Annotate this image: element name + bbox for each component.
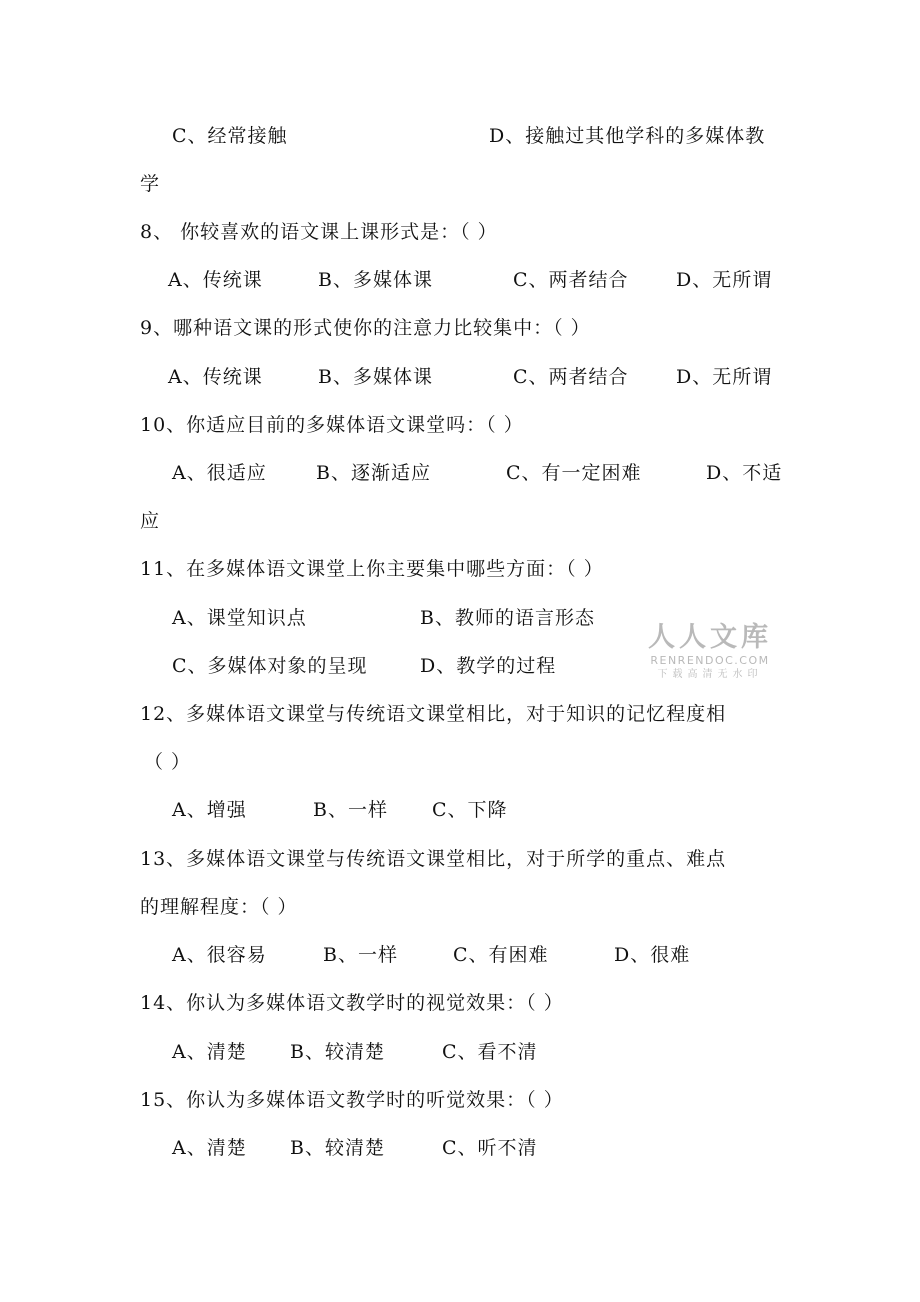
q9-option-c: C、两者结合 (513, 366, 629, 388)
watermark-domain: RENRENDOC.COM (650, 654, 770, 667)
watermark-title: 人人文库 (648, 622, 772, 653)
q13-option-d: D、很难 (614, 944, 691, 966)
q7-option-c: C、经常接触 (172, 125, 288, 147)
q10-question: 10、你适应目前的多媒体语文课堂吗：（ ） (140, 414, 524, 436)
q10-option-c: C、有一定困难 (506, 462, 642, 484)
q13-question: 13、多媒体语文课堂与传统语文课堂相比，对于所学的重点、难点 (140, 848, 727, 870)
q10-option-d-continuation: 应 (140, 510, 161, 532)
q8-option-c: C、两者结合 (513, 269, 629, 291)
q10-option-d: D、不适 (706, 462, 783, 484)
q8-option-d: D、无所谓 (676, 269, 773, 291)
q11-question: 11、在多媒体语文课堂上你主要集中哪些方面：（ ） (140, 558, 604, 580)
q12-option-a: A、增强 (172, 799, 247, 821)
q15-option-c: C、听不清 (442, 1137, 538, 1159)
q15-question: 15、你认为多媒体语文教学时的听觉效果：（ ） (140, 1089, 564, 1111)
q9-option-b: B、多媒体课 (318, 366, 433, 388)
q13-option-b: B、一样 (323, 944, 398, 966)
q14-option-a: A、清楚 (172, 1041, 247, 1063)
q7-option-d-continuation: 学 (140, 173, 161, 195)
q10-option-b: B、逐渐适应 (316, 462, 431, 484)
q9-option-a: A、传统课 (168, 366, 263, 388)
q14-option-b: B、较清楚 (290, 1041, 385, 1063)
watermark-slogan: 下载高清无水印 (657, 669, 763, 680)
q7-option-d: D、接触过其他学科的多媒体教 (489, 125, 766, 147)
q11-option-a: A、课堂知识点 (172, 607, 307, 629)
q15-option-b: B、较清楚 (290, 1137, 385, 1159)
q9-question: 9、哪种语文课的形式使你的注意力比较集中：（ ） (140, 317, 591, 339)
q14-option-c: C、看不清 (442, 1041, 538, 1063)
q13-option-c: C、有困难 (453, 944, 549, 966)
q12-question: 12、多媒体语文课堂与传统语文课堂相比，对于知识的记忆程度相 (140, 703, 727, 725)
watermark (646, 622, 774, 681)
q14-question: 14、你认为多媒体语文教学时的视觉效果：（ ） (140, 992, 564, 1014)
q11-option-b: B、教师的语言形态 (420, 607, 595, 629)
q12-option-c: C、下降 (432, 799, 508, 821)
q8-question: 8、 你较喜欢的语文课上课形式是：（ ） (140, 221, 498, 243)
q15-option-a: A、清楚 (172, 1137, 247, 1159)
q13-option-a: A、很容易 (172, 944, 267, 966)
q13-question-continuation: 的理解程度：（ ） (140, 896, 298, 918)
q10-option-a: A、很适应 (172, 462, 267, 484)
q9-option-d: D、无所谓 (676, 366, 773, 388)
q11-option-d: D、教学的过程 (420, 655, 557, 677)
q12-question-continuation: （ ） (144, 751, 192, 773)
q8-option-a: A、传统课 (168, 269, 263, 291)
q11-option-c: C、多媒体对象的呈现 (172, 655, 368, 677)
q8-option-b: B、多媒体课 (318, 269, 433, 291)
q12-option-b: B、一样 (313, 799, 388, 821)
